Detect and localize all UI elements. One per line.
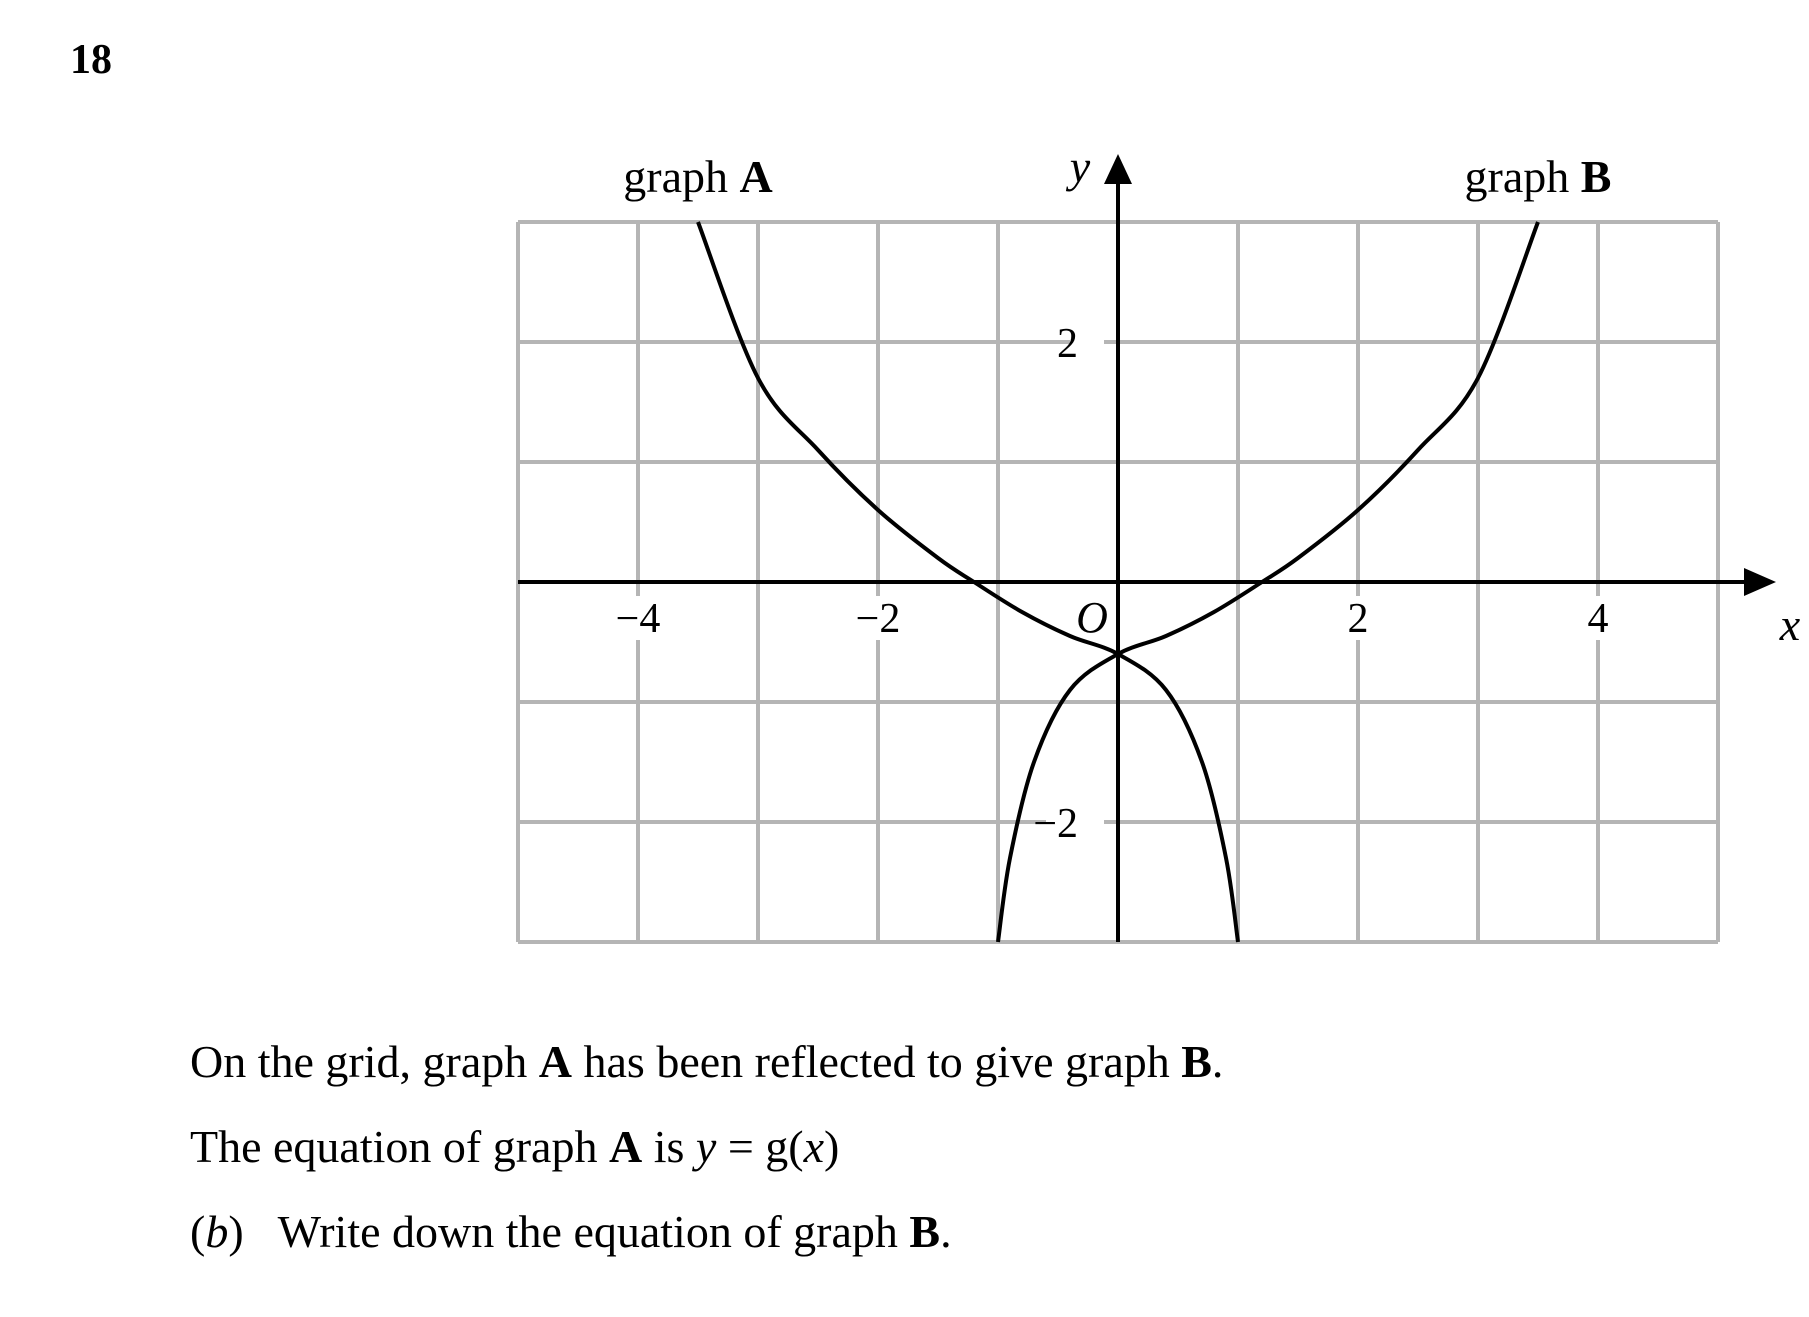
curve-graph-b-label-prefix: graph xyxy=(1464,151,1581,202)
statement-graph-b: B xyxy=(1181,1036,1212,1087)
equation-text-2: is xyxy=(642,1121,696,1172)
equation-x: x xyxy=(803,1121,824,1172)
curve-graph-b-label-letter: B xyxy=(1580,151,1612,202)
question-statement xyxy=(190,1035,1223,1088)
curve-graph-a-label-letter: A xyxy=(739,151,773,202)
question-number: 18 xyxy=(70,37,112,83)
curve-graph-a-label xyxy=(623,151,772,202)
equation-text-3: = g( xyxy=(716,1121,804,1172)
question-part-b xyxy=(190,1205,952,1258)
curve-graph-a-label-prefix: graph xyxy=(623,151,740,202)
part-close-paren: ) xyxy=(228,1206,244,1257)
y-tick-label: −2 xyxy=(1033,801,1078,847)
origin-label: O xyxy=(1076,593,1108,642)
statement-text-3: . xyxy=(1211,1036,1224,1087)
x-axis-arrow xyxy=(1744,568,1776,596)
part-b-graph-b: B xyxy=(909,1206,941,1257)
x-axis-label: x xyxy=(1779,599,1801,650)
part-b-text: Write down the equation of graph xyxy=(277,1206,910,1257)
y-tick-label: 2 xyxy=(1057,321,1078,367)
x-tick-label: −2 xyxy=(855,596,901,642)
curve-graph-b-label xyxy=(1465,151,1612,202)
statement-text-2: has been reflected to give graph xyxy=(572,1036,1182,1087)
y-axis-arrow xyxy=(1104,154,1132,184)
x-tick-label: −4 xyxy=(615,596,661,642)
statement-text-1: On the grid, graph xyxy=(190,1036,539,1087)
equation-graph-a: A xyxy=(608,1121,643,1172)
equation-statement xyxy=(190,1120,839,1173)
x-tick-label: 2 xyxy=(1347,596,1369,642)
statement-graph-a: A xyxy=(538,1036,572,1087)
x-tick-label: 4 xyxy=(1587,596,1609,642)
part-open-paren: ( xyxy=(190,1206,206,1257)
equation-text-4: ) xyxy=(824,1121,840,1172)
equation-y: y xyxy=(695,1121,717,1172)
part-letter: b xyxy=(205,1206,229,1257)
part-b-period: . xyxy=(940,1206,952,1257)
y-axis-label: y xyxy=(1069,141,1091,192)
equation-text-1: The equation of graph xyxy=(190,1121,609,1172)
